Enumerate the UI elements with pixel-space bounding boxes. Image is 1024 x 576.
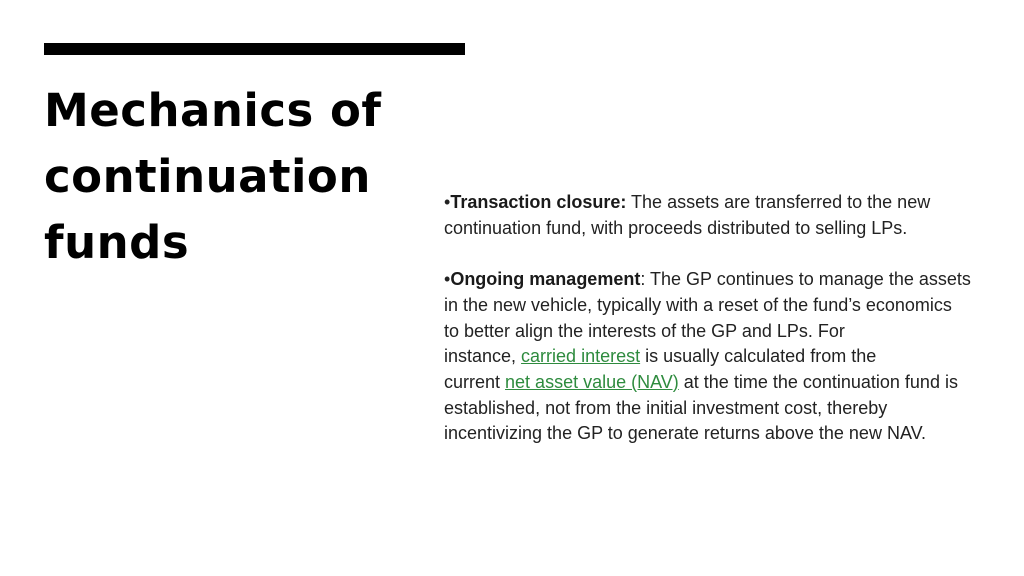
bullet-line: to better align the interests of the GP and LPs. For: [444, 320, 845, 341]
bullet-line: incentivizing the GP to generate returns above the new NAV.: [444, 423, 926, 444]
bullet-marker: •: [444, 192, 451, 212]
slide-title: [44, 78, 424, 276]
carried-interest-link[interactable]: carried interest: [521, 346, 641, 367]
bullet-line: [444, 370, 1019, 396]
nav-link[interactable]: net asset value (NAV): [505, 371, 679, 392]
slide-title-line: continuation: [44, 150, 371, 203]
bullet-text: at the time the continuation fund is: [678, 371, 958, 392]
bullet-ongoing-management: [444, 267, 1019, 447]
bullet-text: current: [444, 371, 506, 392]
bullet-text: instance,: [444, 346, 522, 367]
bullet-transaction-closure: [444, 190, 1019, 241]
bullet-label: Ongoing management: [450, 269, 641, 290]
bullet-label: Transaction closure:: [450, 192, 627, 212]
bullet-line: [444, 190, 1019, 216]
bullet-line: continuation fund, with proceeds distributed to selling LPs.: [444, 217, 908, 238]
bullet-line: [444, 267, 1019, 293]
bullet-line: [444, 344, 1019, 370]
bullet-text: is usually calculated from the: [640, 346, 877, 367]
bullet-text: : The GP continues to manage the assets: [640, 269, 971, 290]
slide-title-line: Mechanics of: [44, 84, 382, 137]
slide-body: [444, 190, 1019, 447]
bullet-line: established, not from the initial investment cost, thereby: [444, 397, 888, 418]
title-accent-bar: [44, 43, 465, 55]
slide-title-line: funds: [44, 216, 190, 269]
bullet-marker: •: [444, 269, 451, 290]
bullet-text: The assets are transferred to the new: [626, 192, 931, 212]
bullet-line: in the new vehicle, typically with a reset of the fund’s economics: [444, 294, 952, 315]
